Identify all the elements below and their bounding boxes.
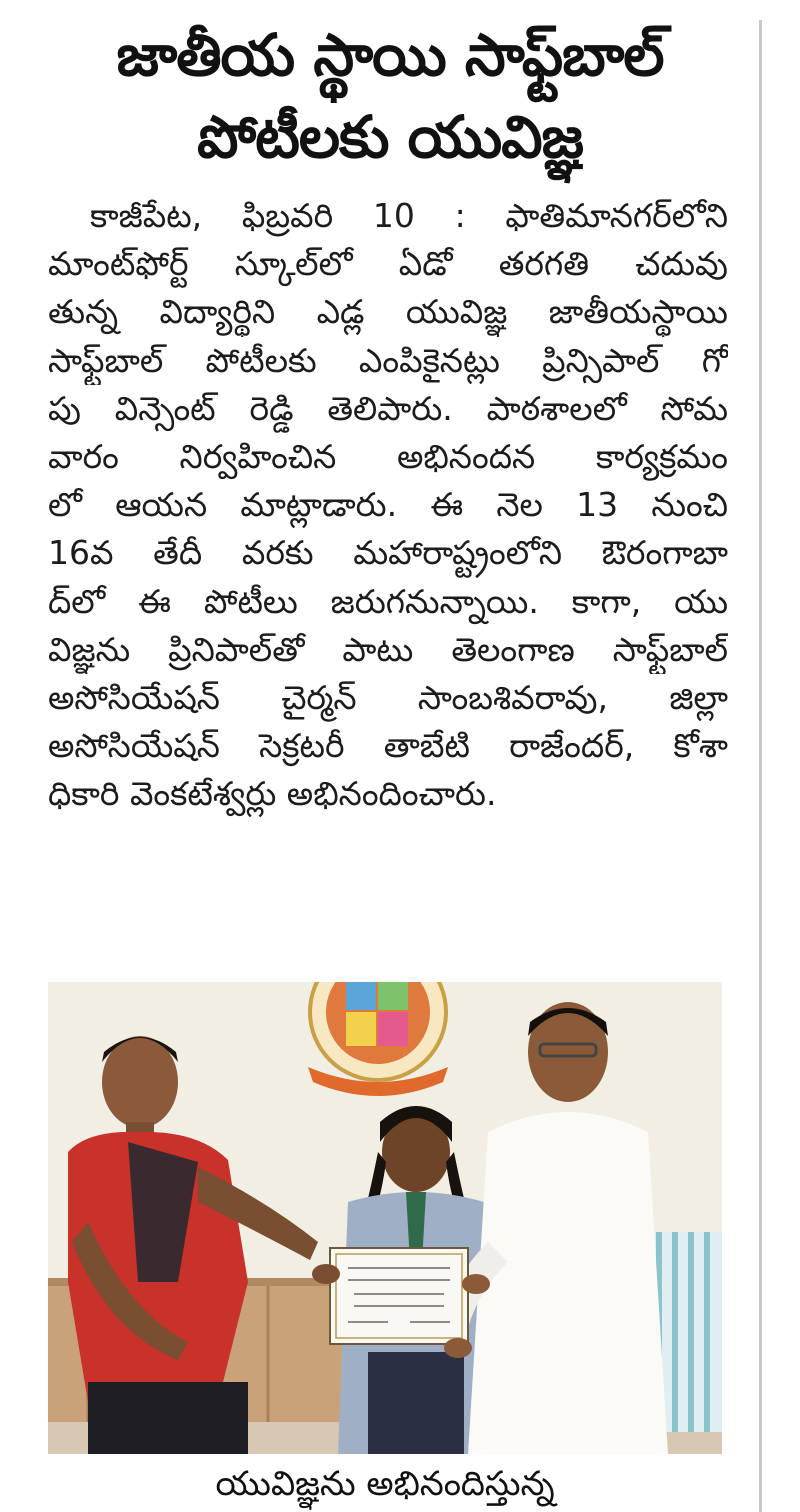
body-line: తున్న విద్యార్థిని ఎడ్ల యువిజ్ఞ జాతీయస్థాయి bbox=[48, 292, 728, 332]
body-line: అసోసియేషన్ చైర్మన్ సాంబశివరావు, జిల్లా bbox=[48, 678, 728, 718]
body-line: ద్‌లో ఈ పోటీలు జరుగనున్నాయి. కాగా, యు bbox=[48, 581, 728, 621]
body-line: లో ఆయన మాట్లాడారు. ఈ నెల 13 నుంచి bbox=[48, 485, 728, 525]
body-line: ధికారి వెంకటేశ్వర్లు అభినందించారు. bbox=[48, 774, 497, 814]
body-line: పు విన్సెంట్ రెడ్డి తెలిపారు. పాఠశాలలో సోమ bbox=[48, 388, 728, 428]
headline-line-1: జాతీయ స్థాయి సాఫ్ట్‌బాల్ bbox=[116, 21, 664, 89]
column-divider bbox=[759, 20, 762, 1512]
photo-caption: యువిజ్ఞను అభినందిస్తున్న bbox=[215, 1464, 555, 1504]
body-line: మాంట్‌ఫోర్ట్ స్కూల్‌లో ఏడో తరగతి చదువు bbox=[48, 244, 728, 284]
body-line: 16వ తేదీ వరకు మహారాష్ట్రంలోని ఔరంగాబా bbox=[48, 533, 728, 573]
body-line: విజ్ఞను ప్రినిపాల్‌తో పాటు తెలంగాణ సాఫ్ట్‌బాల్ bbox=[48, 629, 728, 669]
article-body bbox=[48, 192, 728, 819]
school-emblem bbox=[308, 982, 448, 1096]
article-photo bbox=[48, 982, 722, 1454]
body-line: సాఫ్ట్‌బాల్ పోటీలకు ఎంపికైనట్లు ప్రిన్సిపాల్ గో bbox=[48, 340, 728, 380]
body-line: వారం నిర్వహించిన అభినందన కార్యక్రమం bbox=[48, 437, 728, 477]
certificate bbox=[330, 1248, 468, 1344]
body-line: అసోసియేషన్ సెక్రటరీ తాబేటి రాజేందర్, కోశా bbox=[48, 726, 728, 766]
headline-line-2: పోటీలకు యువిజ్ఞ bbox=[197, 103, 583, 171]
body-line: కాజీపేట, ఫిబ్రవరి 10 : ఫాతిమానగర్‌లోని bbox=[90, 196, 728, 235]
